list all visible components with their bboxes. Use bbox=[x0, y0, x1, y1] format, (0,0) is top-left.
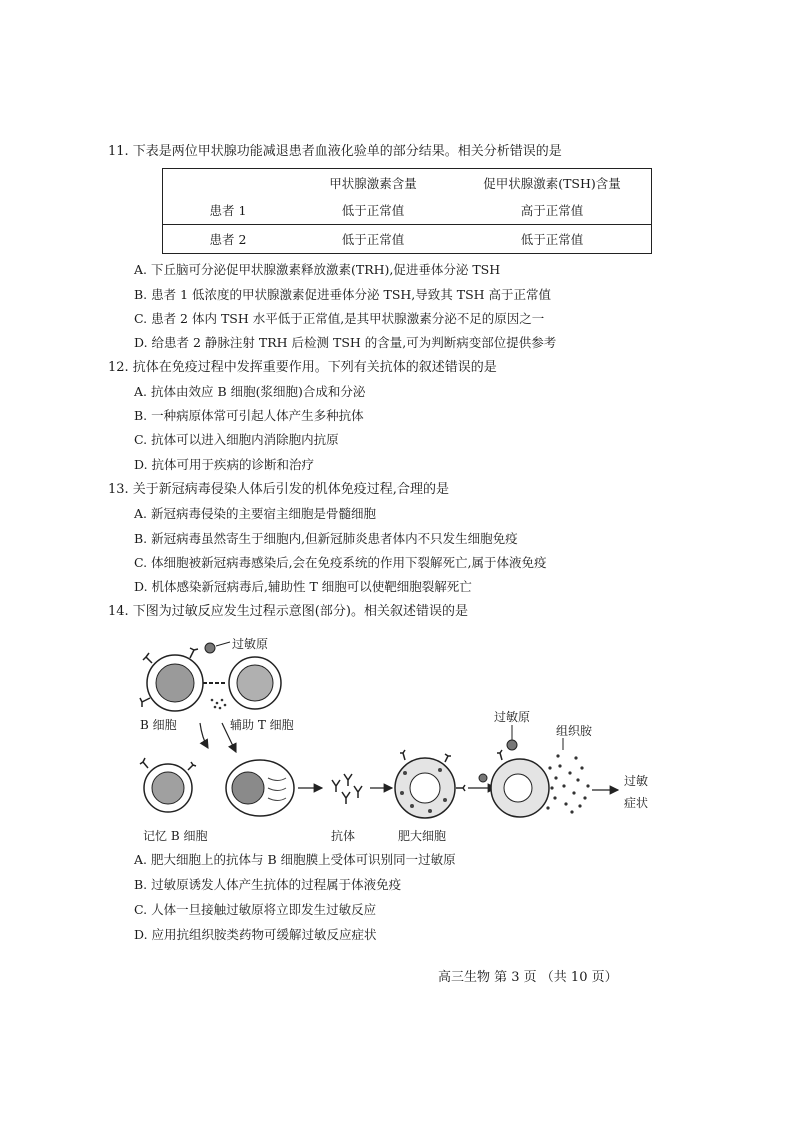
q14-option-c: C. 人体一旦接触过敏原将立即发生过敏反应 bbox=[134, 902, 377, 917]
helper-t-cell-drawing bbox=[229, 657, 281, 709]
q14-option-d: D. 应用抗组织胺类药物可缓解过敏反应症状 bbox=[134, 927, 377, 942]
lab-results-table bbox=[162, 168, 652, 254]
q11-option-a: A. 下丘脑可分泌促甲状腺激素释放激素(TRH),促进垂体分泌 TSH bbox=[134, 262, 501, 277]
table-cell: 患者 2 bbox=[163, 225, 294, 254]
label-allergy-symptom: 过敏症状 bbox=[624, 774, 649, 810]
q12-option-b: B. 一种病原体常可引起人体产生多种抗体 bbox=[134, 408, 364, 423]
question-13-stem: 13. 关于新冠病毒侵染人体后引发的机体免疫过程,合理的是 bbox=[108, 482, 449, 497]
q12-option-d: D. 抗体可用于疾病的诊断和治疗 bbox=[134, 457, 315, 472]
q11-option-d: D. 给患者 2 静脉注射 TRH 后检测 TSH 的含量,可为判断病变部位提供参考 bbox=[134, 335, 557, 350]
table-cell: 低于正常值 bbox=[293, 225, 453, 254]
q13-option-c: C. 体细胞被新冠病毒感染后,会在免疫系统的作用下裂解死亡,属于体液免疫 bbox=[134, 555, 547, 570]
question-11-stem: 11. 下表是两位甲状腺功能减退患者血液化验单的部分结果。相关分析错误的是 bbox=[108, 144, 562, 159]
allergen-particle bbox=[205, 643, 215, 653]
table-cell: 低于正常值 bbox=[341, 203, 405, 219]
memory-b-cell-drawing bbox=[140, 758, 196, 812]
q12-option-a: A. 抗体由效应 B 细胞(浆细胞)合成和分泌 bbox=[134, 384, 366, 399]
q14-option-a: A. 肥大细胞上的抗体与 B 细胞膜上受体可识别同一过敏原 bbox=[134, 852, 456, 867]
page-footer: 高三生物 第 3 页 （共 10 页） bbox=[438, 970, 618, 985]
q12-option-c: C. 抗体可以进入细胞内消除胞内抗原 bbox=[134, 432, 339, 447]
degranulating-mast-cell-drawing bbox=[491, 750, 549, 817]
label-antibody: 抗体 bbox=[331, 829, 356, 843]
table-header-cell bbox=[163, 169, 294, 197]
label-memory-b-cell: 记忆 B 细胞 bbox=[143, 829, 208, 843]
label-histamine: 组织胺 bbox=[556, 724, 593, 738]
q14-option-b: B. 过敏原诱发人体产生抗体的过程属于体液免疫 bbox=[134, 877, 402, 892]
question-12-stem: 12. 抗体在免疫过程中发挥重要作用。下列有关抗体的叙述错误的是 bbox=[108, 360, 497, 375]
b-cell-drawing bbox=[140, 648, 203, 711]
question-14-stem: 14. 下图为过敏反应发生过程示意图(部分)。相关叙述错误的是 bbox=[108, 604, 468, 619]
table-cell: 高于正常值 bbox=[520, 203, 584, 219]
q11-option-c: C. 患者 2 体内 TSH 水平低于正常值,是其甲状腺激素分泌不足的原因之一 bbox=[134, 311, 545, 326]
label-helper-t-cell: 辅助 T 细胞 bbox=[230, 718, 294, 732]
label-mast-cell: 肥大细胞 bbox=[398, 829, 447, 843]
q13-option-b: B. 新冠病毒虽然寄生于细胞内,但新冠肺炎患者体内不只发生细胞免疫 bbox=[134, 531, 518, 546]
table-header-cell: 甲状腺激素含量 bbox=[329, 175, 417, 191]
table-cell: 低于正常值 bbox=[453, 225, 652, 254]
q13-option-a: A. 新冠病毒侵染的主要宿主细胞是骨髓细胞 bbox=[134, 506, 376, 521]
q13-option-d: D. 机体感染新冠病毒后,辅助性 T 细胞可以使靶细胞裂解死亡 bbox=[134, 579, 472, 594]
histamine-granules bbox=[546, 754, 589, 813]
table-header-cell: 促甲状腺激素(TSH)含量 bbox=[483, 175, 621, 191]
label-allergen-right: 过敏原 bbox=[494, 710, 531, 724]
mast-cell-drawing bbox=[395, 750, 465, 818]
table-cell: 患者 1 bbox=[209, 203, 247, 219]
table-header-row bbox=[163, 169, 652, 197]
plasma-cell-drawing bbox=[226, 760, 294, 816]
table-row bbox=[163, 225, 652, 254]
label-b-cell: B 细胞 bbox=[140, 718, 177, 732]
antibodies-drawing bbox=[332, 774, 362, 804]
table-row bbox=[163, 197, 652, 225]
q11-option-b: B. 患者 1 低浓度的甲状腺激素促进垂体分泌 TSH,导致其 TSH 高于正常值 bbox=[134, 287, 552, 302]
label-allergen-top: 过敏原 bbox=[232, 637, 269, 651]
